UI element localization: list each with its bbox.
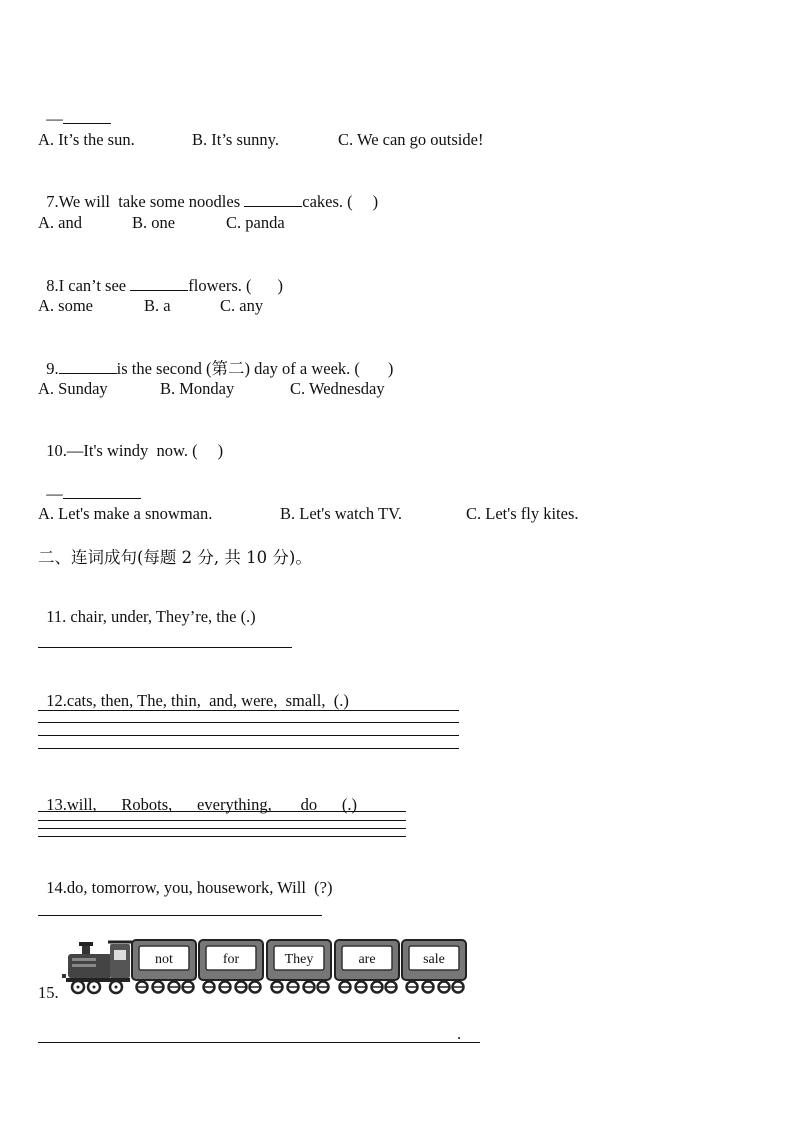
option-a[interactable]: A. Sunday [38,379,108,398]
question-text: will, Robots, everything, do (.) [66,795,357,814]
answer-blank[interactable] [59,358,117,374]
question-7 [38,171,378,212]
car-word: They [284,952,314,967]
option-c[interactable]: C. panda [226,213,285,232]
writing-line[interactable] [38,710,459,711]
question-number: 11 [46,607,63,626]
option-a[interactable]: A. some [38,296,93,315]
writing-line[interactable] [38,748,459,749]
question-number: 8. [46,276,59,295]
locomotive-icon [62,942,132,993]
question-text: We will take some noodles [58,192,245,211]
train-car-2[interactable] [199,940,263,993]
question-text: cats, then, The, thin, and, were, small, (.) [66,691,349,710]
option-b[interactable]: B. Monday [160,379,235,398]
question-number: 14. [46,878,67,897]
question-12 [38,671,349,711]
paren-close: ) [277,276,283,295]
question-number: 9. [46,359,59,378]
word-train [62,936,472,998]
car-word: not [155,952,173,967]
question-text-after: flowers. ( [188,276,252,295]
question-11 [38,587,256,627]
option-b[interactable]: B. one [132,213,176,232]
answer-blank[interactable] [244,191,302,207]
option-c[interactable]: C. any [220,296,264,315]
option-c[interactable]: C. Let's fly kites. [466,504,579,523]
writing-line[interactable] [38,820,406,821]
section-title: 二、连词成句(每题 2 分, 共 10 分)。 [38,548,312,567]
question-number: 12. [46,691,67,710]
answer-blank[interactable] [130,275,188,291]
question-text-after: cakes. ( [302,192,353,211]
answer-line[interactable] [38,1042,480,1043]
writing-line[interactable] [38,828,406,829]
question-text: do, tomorrow, you, housework, Will (?) [66,878,333,897]
car-word: for [222,952,240,967]
train-car-1[interactable] [132,940,196,993]
answer-blank[interactable] [63,483,141,499]
car-word: sale [423,952,445,967]
question-text: I can’t see [58,276,131,295]
question-14 [38,858,332,898]
question-text: —It's windy now. ( [66,441,198,460]
option-b[interactable]: B. a [144,296,171,315]
question-text: . chair, under, They’re, the (.) [62,607,256,626]
car-word: are [358,952,376,967]
option-b[interactable]: B. Let's watch TV. [280,504,402,523]
end-mark: . [457,1024,462,1043]
paren-close: ) [217,441,224,460]
answer-line[interactable] [38,915,322,916]
question-8 [38,255,283,296]
question-number: 10. [46,441,67,460]
writing-line[interactable] [38,722,459,723]
q6-answer-line [38,88,111,129]
option-c[interactable]: C. We can go outside! [338,130,484,149]
paren-close: ) [372,192,379,211]
option-a[interactable]: A. and [38,213,82,232]
answer-line[interactable] [38,647,292,648]
question-13 [38,775,357,815]
option-b[interactable]: B. It’s sunny. [192,130,279,149]
question-15-number: 15. [38,983,59,1002]
train-car-4[interactable] [335,940,399,993]
train-car-3[interactable] [267,940,331,993]
question-number: 7. [46,192,59,211]
answer-dash: — [46,109,63,128]
writing-line[interactable] [38,735,459,736]
option-a[interactable]: A. Let's make a snowman. [38,504,213,523]
question-number: 13. [46,795,67,814]
option-a[interactable]: A. It’s the sun. [38,130,135,149]
answer-dash: — [46,484,63,503]
train-car-5[interactable] [402,940,466,993]
question-9 [38,338,393,379]
writing-line[interactable] [38,811,406,812]
option-c[interactable]: C. Wednesday [290,379,385,398]
question-10 [38,421,223,461]
q10-answer-line [38,463,141,504]
answer-blank[interactable] [63,108,111,124]
question-text: is the second (第二) day of a week. ( [116,359,360,378]
writing-line[interactable] [38,836,406,837]
paren-close: ) [387,359,394,378]
